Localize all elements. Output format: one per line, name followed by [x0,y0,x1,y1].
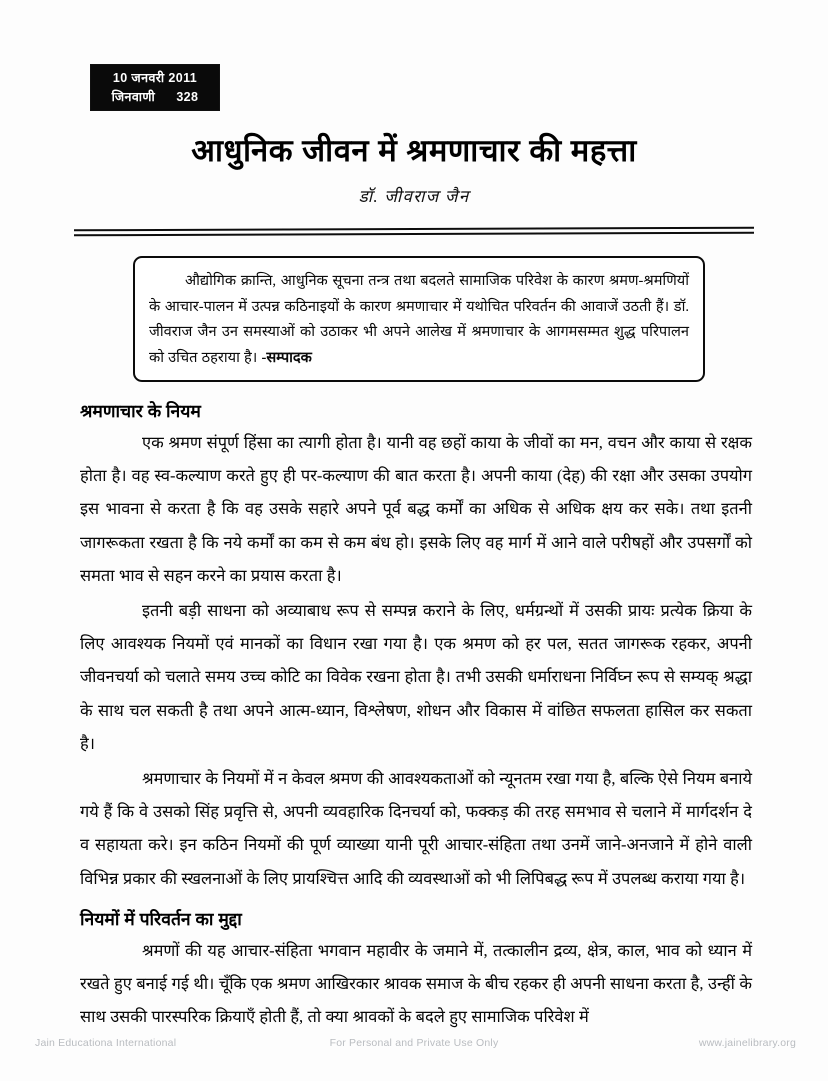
header-divider [74,227,754,236]
page-number: 328 [176,90,199,104]
section-heading-rules: श्रमणाचार के नियम [80,401,201,421]
editorial-abstract-box [133,256,705,382]
issue-date: 10 जनवरी 2011 [112,71,198,85]
paragraph: श्रमणाचार के नियमों में न केवल श्रमण की आवश्यकताओं को न्यूनतम रखा गया है, बल्कि ऐसे नियम बनाये गये हैं कि वे उसको सिंह प्रवृत्ति से, अपनी व्यवहारिक दिनचर्या को, फक्कड़ की तरह समभाव से चलाने में मार्गदर्शन दे व सहायता करे। इन कठिन नियमों की पूर्ण व्याख्या यानी पूरी आचार-संहिता तथा उनमें जाने-अनजाने में होने वाली विभिन्न प्रकार की स्खलनाओं के लिए प्रायश्चित्त आदि की व्यवस्थाओं को भी लिपिबद्ध रूप में उपलब्ध कराया गया है। [80,769,752,888]
issue-badge [90,64,220,111]
page-title: आधुनिक जीवन में श्रमणाचार की महत्ता [191,133,637,168]
page-footer [0,1037,828,1053]
section-heading-change: नियमों में परिवर्तन का मुद्दा [80,908,242,929]
paragraph: एक श्रमण संपूर्ण हिंसा का त्यागी होता है। यानी वह छहों काया के जीवों का मन, वचन और काया से रक्षक होता है। वह स्व-कल्याण करते हुए ही पर-कल्याण की बात करता है। अपनी काया (देह) की रक्षा और उसका उपयोग इस भावना से करता है कि वह उसके सहारे अपने पूर्व बद्ध कर्मों का अधिक से अधिक क्षय कर सके। तथा इतनी जागरूकता रखता है कि नये कर्मों का कम से कम बंध हो। इसके लिए वह मार्ग में आने वाले परीषहों और उपसर्गों को समता भाव से सहन करने का प्रयास करता है। [80,433,752,585]
footer-organization: Jain Educationa International [35,1037,177,1049]
article-body [80,398,752,1033]
editorial-abstract-text [149,269,689,371]
paragraph: श्रमणों की यह आचार-संहिता भगवान महावीर के जमाने में, तत्कालीन द्रव्य, क्षेत्र, काल, भाव को ध्यान में रखते हुए बनाई गई थी। चूँकि एक श्रमण आखिरकार श्रावक समाज के बीच रहकर ही अपनी साधना करता है, उन्हीं के साथ उसकी पारस्परिक क्रियाएँ होती हैं, तो क्या श्रावकों के बदले हुए सामाजिक परिवेश में [80,940,752,1027]
paragraph: इतनी बड़ी साधना को अव्याबाध रूप से सम्पन्न कराने के लिए, धर्मग्रन्थों में उसकी प्रायः प्रत्येक क्रिया के लिए आवश्यक नियमों एवं मानकों का विधान रखा गया है। एक श्रमण को हर पल, सतत जागरूक रहकर, अपनी जीवनचर्या को चलाते समय उच्च कोटि का विवेक रखना होता है। तभी उसकी धर्माराधना निर्विघ्न रूप से सम्यक् श्रद्धा के साथ चल सकती है तथा अपने आत्म-ध्यान, विश्लेषण, शोधन और विकास में वांछित सफलता हासिल कर सकता है। [80,601,752,753]
abstract-editor-signature: -सम्पादक [261,349,312,366]
journal-name: जिनवाणी [111,90,156,104]
article-author: डॉ. जीवराज जैन [358,187,470,206]
footer-website[interactable]: www.jainelibrary.org [698,1037,796,1049]
abstract-body: औद्योगिक क्रान्ति, आधुनिक सूचना तन्त्र तथा बदलते सामाजिक परिवेश के कारण श्रमण-श्रमणियों के आचार-पालन में उत्पन्न कठिनाइयों के कारण श्रमणाचार में यथोचित परिवर्तन की आवाजें उठती हैं। डॉ. जीवराज जैन उन समस्याओं को उठाकर भी अपने आलेख में श्रमणाचार के आगमसम्मत शुद्ध परिपालन को उचित ठहराया है। [149,273,689,366]
footer-usage-notice: For Personal and Private Use Only [329,1037,499,1049]
issue-journal-line [97,88,213,107]
